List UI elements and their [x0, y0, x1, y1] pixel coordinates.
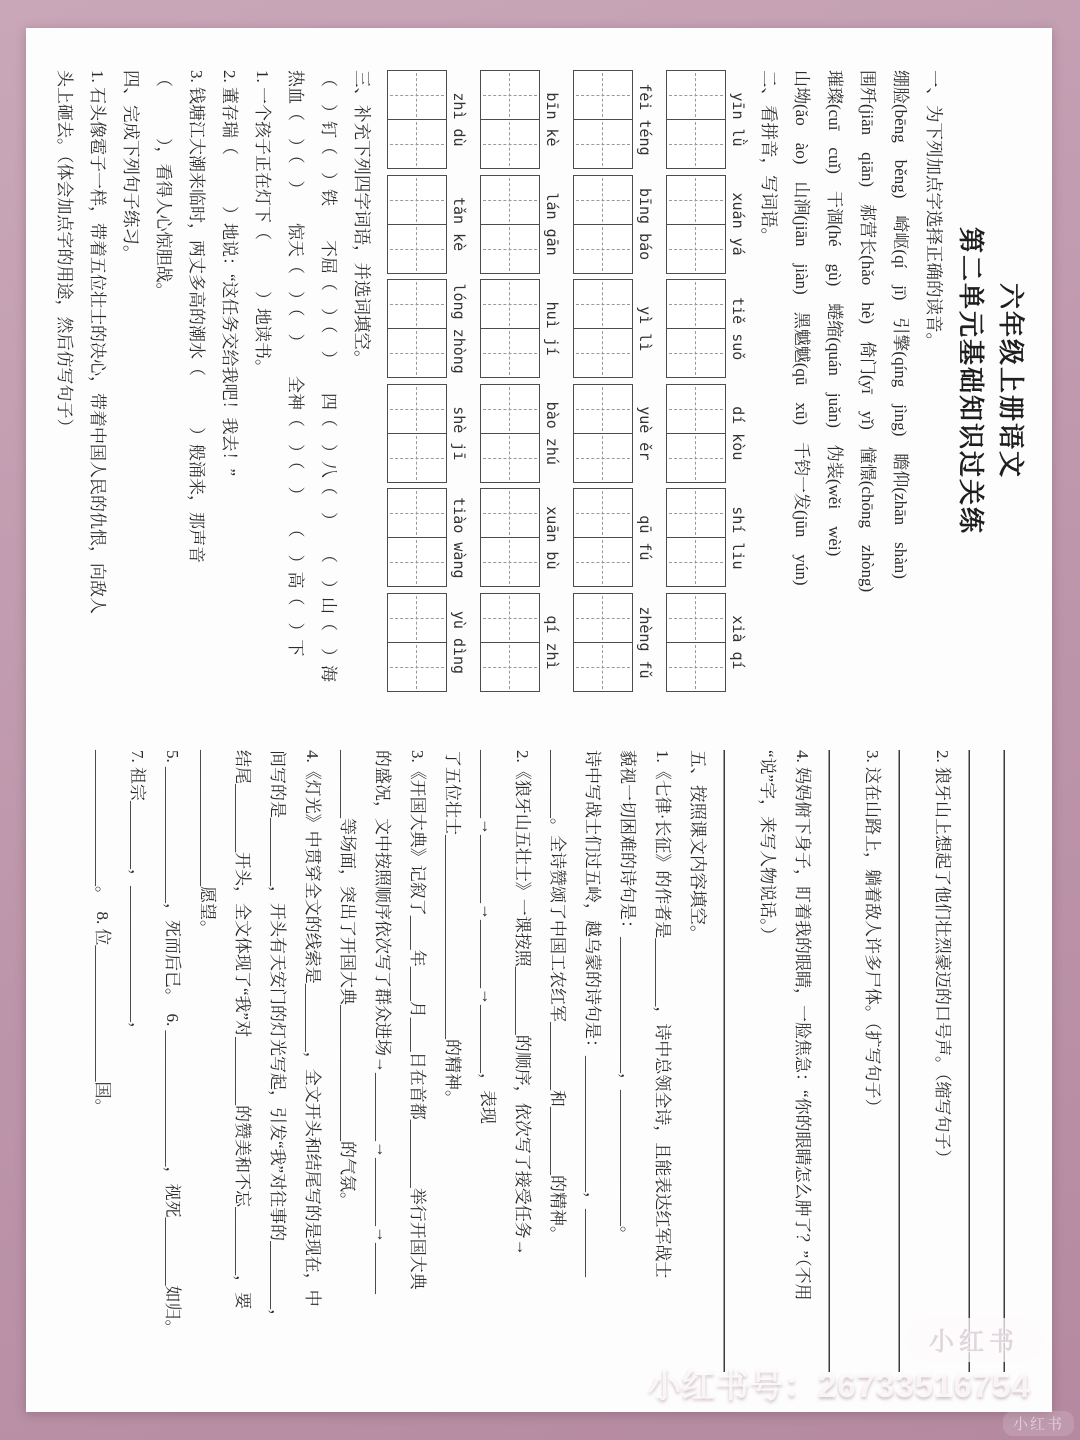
- xiaohongshu-corner-badge: 小红书: [1003, 1411, 1074, 1436]
- pronunciation-choice-line: 绷脸(bēng běng) 崎岖(qí jī) 引擎(qíng jìng) 瞻仰(zhān shàn): [891, 70, 910, 579]
- writing-grid-cell: [667, 643, 725, 691]
- word-fill-sentence: （ ），看得人心惊胆战。: [154, 70, 173, 300]
- worksheet-left-column: [26, 28, 1052, 720]
- cloze-line: ________→________→________→________，表现: [478, 750, 497, 1124]
- word-group: [666, 279, 750, 378]
- writing-grid-cell: [481, 71, 539, 120]
- writing-grid-cell: [574, 176, 632, 225]
- pronunciation-choice-line: 山坳(ǎo ào) 山涧(jiān jiàn) 黑魆魆(qū xū) 千钧一发(jūn yún): [792, 70, 811, 586]
- writing-grid-cell: [388, 538, 446, 586]
- writing-grid-box: [666, 70, 726, 169]
- word-group: [480, 488, 564, 587]
- pinyin-label: zhèng fǔ: [636, 606, 654, 679]
- word-group: [480, 593, 564, 692]
- pinyin-label: tiào wàng: [450, 497, 468, 579]
- writing-grid-box: [480, 175, 540, 274]
- answer-rule-line: [995, 750, 1030, 1372]
- cloze-line: 了五位壮士________________________的精神。: [443, 750, 462, 1107]
- cloze-line: ________________愿望。: [198, 750, 217, 937]
- cloze-line: 3.《开国大典》记叙了____年____月____日在首都________举行开国大典: [408, 750, 427, 1290]
- writing-grid-cell: [388, 434, 446, 482]
- pinyin-label: tiě suǒ: [729, 297, 747, 361]
- writing-grid-cell: [667, 329, 725, 377]
- writing-grid-cell: [574, 538, 632, 586]
- writing-grid-cell: [667, 434, 725, 482]
- word-group: [387, 593, 471, 692]
- section-five-heading: 五、按照课文内容填空。: [688, 750, 708, 943]
- section-one-heading: 一、为下列加点字选择正确的读音。: [924, 70, 944, 350]
- section-four-heading: 四、完成下列句子练习。: [121, 70, 141, 263]
- worksheet-title-unit: 第二单元基础知识过关练: [956, 226, 985, 535]
- cloze-line: 藐视一切困难的诗句是：________________，________________。: [618, 750, 637, 1243]
- writing-grid-cell: [481, 385, 539, 434]
- word-group: [480, 175, 564, 274]
- writing-grid-cell: [388, 594, 446, 643]
- cloze-line: ________________。 8. 位________________国。: [93, 750, 112, 1116]
- writing-grid-cell: [574, 71, 632, 120]
- pinyin-label: xuán yá: [729, 192, 747, 256]
- writing-grid-box: [666, 279, 726, 378]
- answer-rule-line: [890, 750, 925, 1372]
- writing-grid-cell: [574, 489, 632, 538]
- writing-grid-box: [666, 175, 726, 274]
- pinyin-writing-row: [387, 70, 471, 692]
- writing-grid-cell: [481, 280, 539, 329]
- writing-grid-cell: [574, 594, 632, 643]
- writing-grid-box: [573, 593, 633, 692]
- writing-grid-box: [387, 593, 447, 692]
- cloze-line: 2.《狼牙山五壮士》一课按照________的顺序，依次写了接受任务→: [513, 750, 532, 1256]
- worksheet-title-grade: 六年级上册语文: [996, 282, 1025, 479]
- pinyin-label: lán gān: [543, 192, 561, 256]
- word-group: [666, 384, 750, 483]
- sentence-exercise-line: 1. 石头像雹子一样，带着五位壮士的决心，带着中国人民的仇恨，向敌人: [88, 70, 107, 614]
- pinyin-label: lóng zhòng: [450, 283, 468, 374]
- writing-grid-box: [666, 593, 726, 692]
- pronunciation-choice-line: 璀璨(cuī cuǐ) 干涸(hé gù) 蜷缩(quán juǎn) 伪装(wěi wèi): [825, 70, 844, 557]
- pronunciation-choice-line: 围歼(jiān qiān) 郝营长(hǎo hè) 倚门(yī yǐ) 憧憬(chōng zhòng): [858, 70, 877, 593]
- writing-grid-box: [387, 175, 447, 274]
- writing-grid-cell: [481, 594, 539, 643]
- cloze-line: ________。全诗赞颂了中国工农红军________和________的精神。: [548, 750, 567, 1243]
- writing-grid-cell: [481, 434, 539, 482]
- worksheet-right-column: [26, 720, 1052, 1412]
- writing-grid-box: [480, 384, 540, 483]
- word-fill-sentence: 3. 钱塘江大潮来临时，两丈多高的潮水（ ）般涌来，那声音: [187, 70, 206, 563]
- writing-grid-box: [387, 279, 447, 378]
- writing-grid-cell: [481, 225, 539, 273]
- writing-grid-box: [573, 175, 633, 274]
- cloze-line: 1.《七律·长征》的作者是________，诗中总领全诗，且能表达红军战士: [653, 750, 672, 1279]
- writing-grid-cell: [388, 643, 446, 691]
- sentence-exercise-line: 头上砸去。（体会加点字的用途，然后仿写句子）: [55, 70, 74, 436]
- word-group: [480, 279, 564, 378]
- pinyin-label: bīn kè: [543, 92, 561, 147]
- idiom-fill-line: （ ）钉（ ）铁 不屈（ ）（ ） 四（ ）八（ ） （ ）山（ ）海: [319, 70, 338, 682]
- writing-grid-box: [666, 384, 726, 483]
- cloze-line: 7. 祖宗________，________________，: [128, 750, 147, 1039]
- word-fill-sentence: 2. 董存瑞（ ）地说：“这任务交给我吧！我去！”: [220, 70, 239, 477]
- pinyin-writing-row: [480, 70, 564, 692]
- pinyin-label: xuān bù: [543, 506, 561, 570]
- word-group: [666, 70, 750, 169]
- writing-grid-cell: [388, 225, 446, 273]
- cloze-line: 诗中写战士们过五岭，越乌蒙的诗句是：________________，________: [583, 750, 602, 1277]
- pinyin-writing-row: [573, 70, 657, 692]
- answer-rule-line: [820, 750, 855, 1372]
- pinyin-label: qū fú: [636, 515, 654, 561]
- sentence-exercise-line: 4. 妈妈俯下身子，盯着我的眼睛，一脸焦急：“你的眼睛怎么肿了？”（不用: [793, 750, 812, 1301]
- writing-grid-cell: [388, 329, 446, 377]
- sentence-exercise-line: 2. 狼牙山上想起了他们壮烈豪迈的口号声。（缩写句子）: [933, 750, 952, 1167]
- writing-grid-box: [573, 384, 633, 483]
- pinyin-label: shè jī: [450, 406, 468, 461]
- writing-grid-cell: [667, 176, 725, 225]
- cloze-line: ________等场面，突出了开国大典________________的气氛。: [338, 750, 357, 1209]
- word-group: [666, 593, 750, 692]
- writing-grid-cell: [574, 643, 632, 691]
- writing-grid-cell: [574, 434, 632, 482]
- pinyin-label: qí zhì: [543, 615, 561, 670]
- word-group: [387, 175, 471, 274]
- section-two-heading: 二、看拼音，写词语。: [759, 70, 779, 245]
- pinyin-label: zhì dù: [450, 92, 468, 147]
- writing-grid-cell: [667, 594, 725, 643]
- writing-grid-cell: [388, 385, 446, 434]
- writing-grid-cell: [388, 280, 446, 329]
- xiaohongshu-id-watermark: 小红书号：26733516754: [648, 1367, 1031, 1404]
- writing-grid-box: [573, 488, 633, 587]
- writing-grid-cell: [574, 385, 632, 434]
- pinyin-label: dí kòu: [729, 406, 747, 461]
- writing-grid-box: [666, 488, 726, 587]
- writing-grid-cell: [667, 120, 725, 168]
- word-group: [387, 279, 471, 378]
- cloze-line: 5. ________________，死而后已。 6. ________________，视死________如归。: [163, 750, 182, 1337]
- writing-grid-cell: [388, 71, 446, 120]
- pinyin-label: shí liu: [729, 506, 747, 570]
- writing-grid-cell: [388, 489, 446, 538]
- word-group: [387, 488, 471, 587]
- word-group: [573, 488, 657, 587]
- answer-rule-line: [715, 750, 750, 1372]
- writing-grid-cell: [574, 120, 632, 168]
- writing-grid-cell: [481, 176, 539, 225]
- rotated-worksheet-document: [26, 28, 1052, 1412]
- word-group: [666, 488, 750, 587]
- pinyin-label: bīng báo: [636, 187, 654, 261]
- idiom-fill-line: 热血（ ）（ ） 惊天（ ）（ ） 全神（ ）（ ） （ ）高（ ）下: [286, 70, 305, 657]
- word-group: [573, 175, 657, 274]
- pinyin-label: fèi téng: [636, 83, 654, 156]
- pinyin-label: yù dìng: [450, 610, 468, 675]
- writing-grid-cell: [667, 71, 725, 120]
- word-group: [573, 593, 657, 692]
- writing-grid-cell: [481, 643, 539, 691]
- writing-grid-cell: [667, 280, 725, 329]
- pinyin-label: yì lì: [636, 306, 654, 352]
- writing-grid-cell: [667, 385, 725, 434]
- writing-grid-cell: [574, 280, 632, 329]
- word-group: [480, 70, 564, 169]
- writing-grid-cell: [667, 538, 725, 586]
- section-three-heading: 三、补充下列四字词语，并选词填空。: [352, 70, 372, 368]
- cloze-line: 间写的是________，开头有天安门的灯光写起，引发“我”对往事的________，: [268, 750, 287, 1327]
- writing-grid-cell: [481, 538, 539, 586]
- word-group: [573, 384, 657, 483]
- writing-grid-box: [573, 70, 633, 169]
- writing-grid-cell: [574, 329, 632, 377]
- pinyin-label: yīn lǜ: [729, 92, 747, 147]
- writing-grid-cell: [481, 489, 539, 538]
- cloze-line: 的盛况，文中按照顺序依次写了群众进场→________→________→______: [373, 750, 392, 1294]
- sentence-exercise-line: “说”字，来写人物说话。）: [758, 750, 777, 944]
- writing-grid-cell: [574, 225, 632, 273]
- writing-grid-cell: [388, 176, 446, 225]
- answer-rule-line: [960, 750, 995, 1372]
- writing-grid-box: [387, 70, 447, 169]
- xiaohongshu-logo-watermark: 小红书: [905, 1318, 1043, 1362]
- word-group: [480, 384, 564, 483]
- writing-grid-box: [480, 70, 540, 169]
- word-group: [666, 175, 750, 274]
- word-group: [387, 384, 471, 483]
- writing-grid-cell: [667, 489, 725, 538]
- word-group: [573, 279, 657, 378]
- writing-grid-box: [387, 488, 447, 587]
- writing-grid-box: [573, 279, 633, 378]
- writing-grid-cell: [388, 120, 446, 168]
- word-fill-sentence: 1. 一个孩子正在灯下（ ）地读书。: [253, 70, 272, 376]
- writing-grid-box: [480, 593, 540, 692]
- writing-grid-cell: [481, 329, 539, 377]
- pinyin-label: tǎn kè: [450, 197, 468, 252]
- cloze-line: 结尾________开头，全文体现了“我”对________的赞美和不忘________，要: [233, 750, 252, 1310]
- worksheet-paper: [26, 28, 1052, 1412]
- sentence-exercise-line: 3. 这在山路上，躺着敌人许多尸体。（扩写句子）: [863, 750, 882, 1116]
- writing-grid-box: [387, 384, 447, 483]
- pinyin-label: yuè ěr: [636, 406, 654, 461]
- writing-grid-cell: [667, 225, 725, 273]
- writing-grid-cell: [481, 120, 539, 168]
- word-group: [387, 70, 471, 169]
- writing-grid-box: [480, 488, 540, 587]
- writing-grid-box: [480, 279, 540, 378]
- pinyin-writing-row: [666, 70, 750, 692]
- cloze-line: 4.《灯光》中贯穿全文的线索是________，全文开头和结尾写的是现在，中: [303, 750, 322, 1307]
- pinyin-label: bào zhú: [543, 401, 561, 465]
- pinyin-label: xià qí: [729, 615, 747, 670]
- pinyin-label: huì jí: [543, 301, 561, 356]
- word-group: [573, 70, 657, 169]
